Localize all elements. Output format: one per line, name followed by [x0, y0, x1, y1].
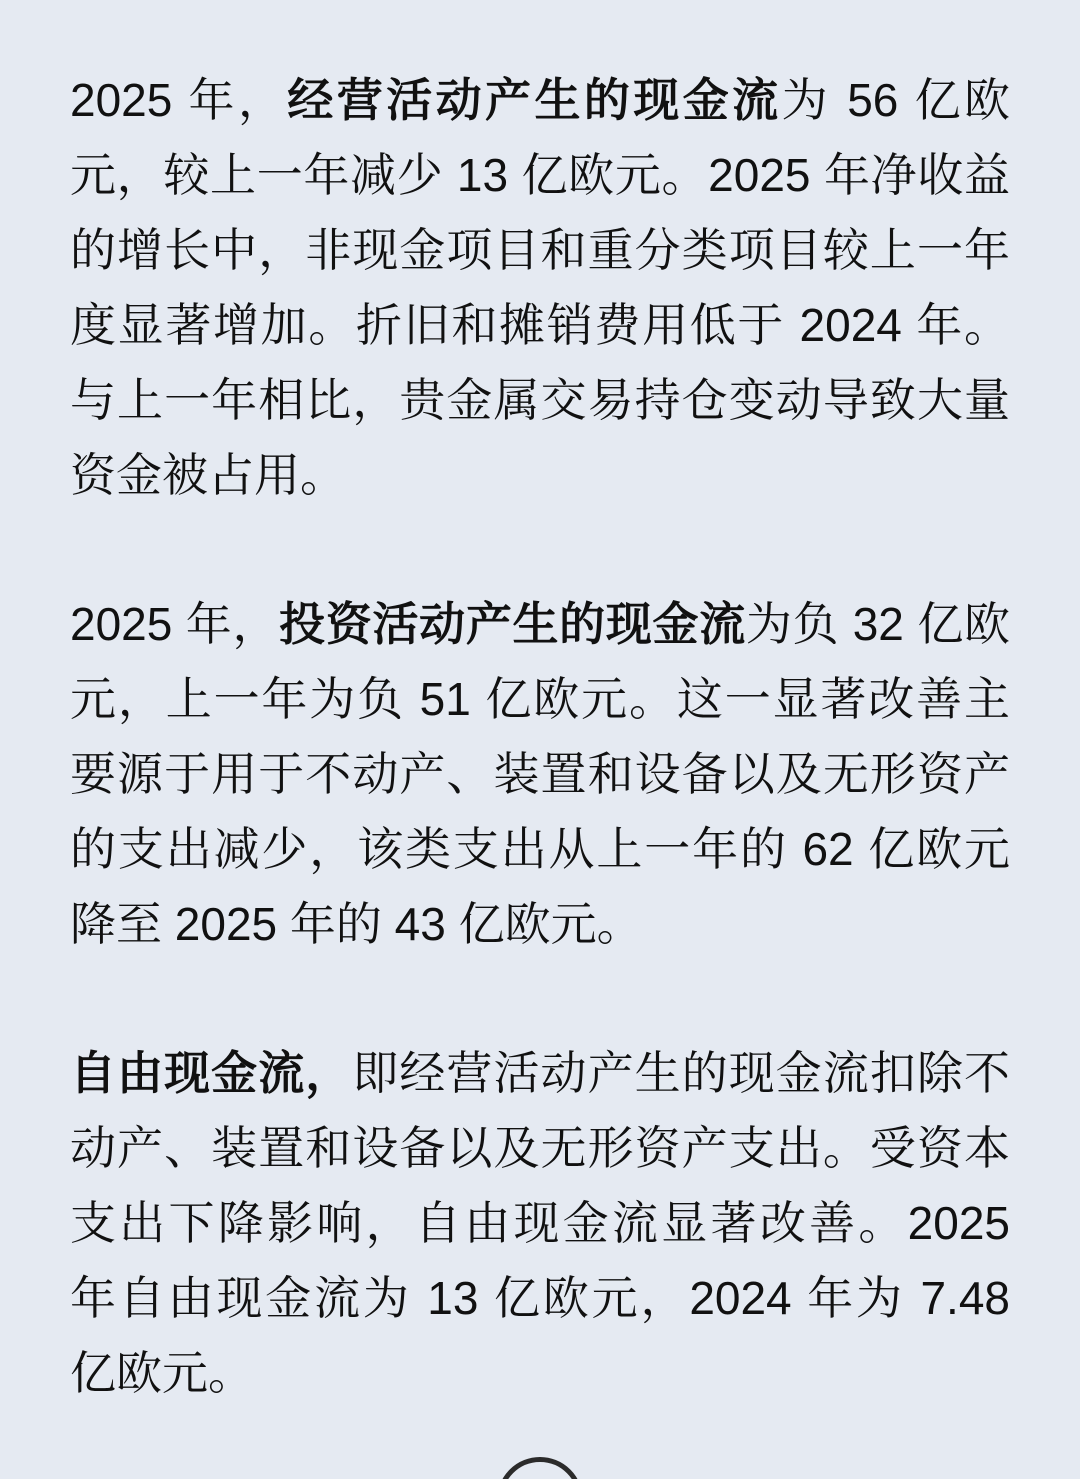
text-segment: 2025 年， [70, 598, 280, 650]
chevron-up-icon [502, 1462, 578, 1479]
paragraph-operating-cash-flow [70, 63, 1010, 513]
text-segment: 为负 32 亿欧元，上一年为负 51 亿欧元。这一显著改善主要源于用于不动产、装置和设备以及无形资产的支出减少，该类支出从上一年的 62 亿欧元降至 2025 年的 43 亿欧元。 [70, 598, 1010, 950]
text-segment: 即经营活动产生的现金流扣除不动产、装置和设备以及无形资产支出。受资本支出下降影响，自由现金流显著改善。2025 年自由现金流为 13 亿欧元，2024 年为 7.48 亿欧元。 [70, 1047, 1011, 1399]
text-segment-bold: 投资活动产生的现金流 [279, 598, 746, 650]
text-segment: 为 56 亿欧元，较上一年减少 13 亿欧元。2025 年净收益的增长中，非现金项目和重分类项目较上一年度显著增加。折旧和摊销费用低于 2024 年。与上一年相比，贵金属交易持仓变动导致大量资金被占用。 [70, 74, 1010, 501]
paragraph-investing-cash-flow [70, 587, 1010, 962]
text-segment: 2025 年， [70, 74, 288, 126]
paragraph-free-cash-flow [70, 1036, 1010, 1411]
text-segment-bold: 经营活动产生的现金流 [287, 74, 782, 126]
scroll-top-container [0, 1457, 1080, 1479]
text-segment-bold: 自由现金流， [70, 1047, 353, 1099]
scroll-to-top-button[interactable] [497, 1457, 583, 1479]
